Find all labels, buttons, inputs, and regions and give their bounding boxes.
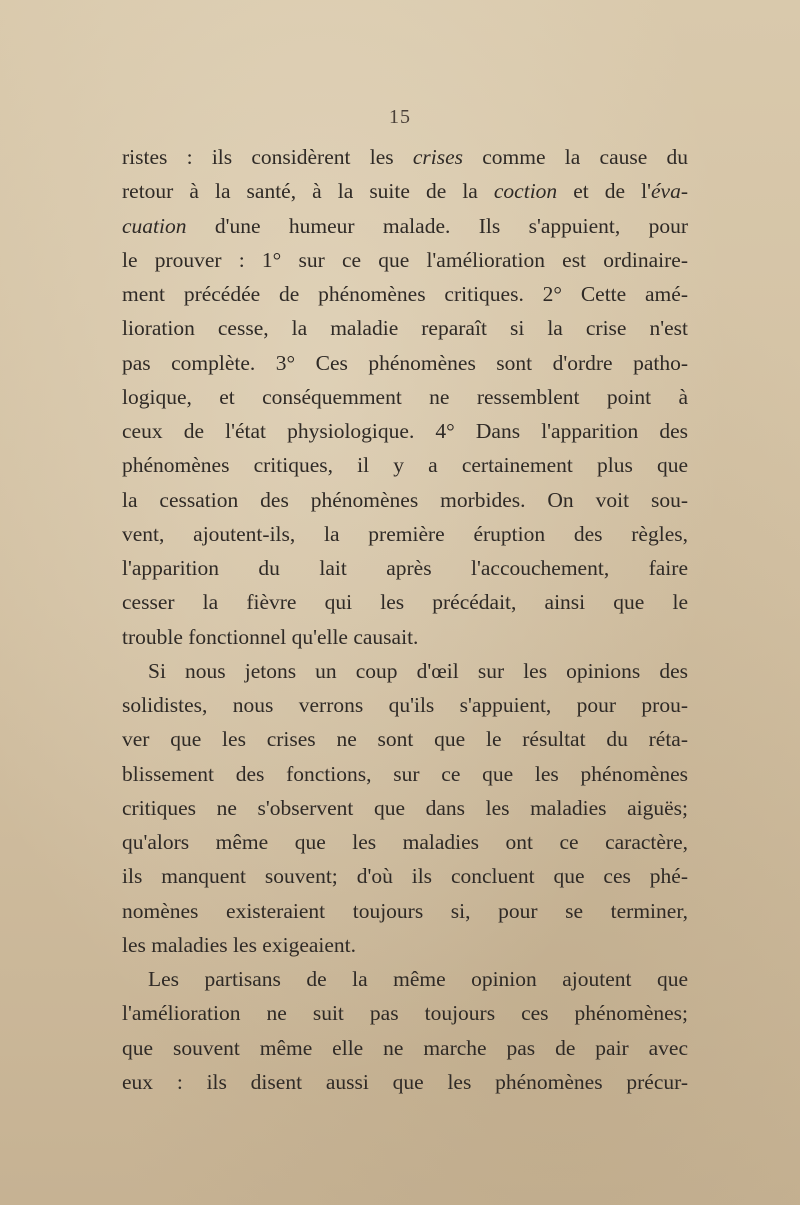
text-line bbox=[122, 654, 688, 688]
text-line bbox=[122, 620, 688, 654]
body-text bbox=[122, 140, 688, 1099]
text-segment: qu'alors même que les maladies ont ce caractère, bbox=[122, 830, 688, 854]
text-line bbox=[122, 791, 688, 825]
text-segment: l'amélioration ne suit pas toujours ces phénomènes; bbox=[122, 1001, 688, 1026]
text-line bbox=[122, 448, 688, 482]
text-segment: la cessation des phénomènes morbides. On voit sou- bbox=[122, 487, 688, 512]
text-segment: eux : ils disent aussi que les phénomènes précur- bbox=[122, 1069, 688, 1094]
italic-term: éva- bbox=[651, 179, 688, 204]
text-line bbox=[122, 551, 688, 585]
text-segment: l'apparition du lait après l'accouchement, faire bbox=[122, 556, 688, 580]
text-segment: d'une humeur malade. Ils s'appuient, pour bbox=[186, 213, 688, 238]
text-segment: ils manquent souvent; d'où ils concluent que ces phé- bbox=[122, 864, 688, 889]
text-segment: logique, et conséquemment ne ressemblent point à bbox=[122, 384, 688, 409]
text-segment: ment précédée de phénomènes critiques. 2° Cette amé- bbox=[122, 282, 688, 306]
text-segment: le prouver : 1° sur ce que l'amélioration est ordinaire- bbox=[122, 247, 688, 272]
text-segment: nomènes existeraient toujours si, pour se terminer, bbox=[122, 898, 688, 923]
text-segment: lioration cesse, la maladie reparaît si la crise n'est bbox=[122, 316, 688, 341]
text-line bbox=[122, 174, 688, 208]
text-segment: trouble fonctionnel qu'elle causait. bbox=[122, 624, 419, 649]
text-segment: cesser la fièvre qui les précédait, ainsi que le bbox=[122, 590, 688, 615]
text-line bbox=[122, 1031, 688, 1065]
text-segment: que souvent même elle ne marche pas de pair avec bbox=[122, 1035, 688, 1060]
text-line bbox=[122, 585, 688, 619]
text-segment: comme la cause du bbox=[463, 145, 689, 169]
text-line bbox=[122, 277, 688, 311]
text-line bbox=[122, 962, 688, 996]
text-segment: vent, ajoutent-ils, la première éruption des règles, bbox=[122, 521, 688, 546]
text-segment: Si nous jetons un coup d'œil sur les opinions des bbox=[148, 658, 688, 683]
text-segment: Les partisans de la même opinion ajoutent que bbox=[148, 967, 688, 991]
text-segment: blissement des fonctions, sur ce que les phénomènes bbox=[122, 761, 688, 786]
text-line bbox=[122, 825, 688, 859]
italic-term: coction bbox=[493, 179, 558, 204]
text-line bbox=[122, 140, 688, 174]
text-segment: ceux de l'état physiologique. 4° Dans l'apparition des bbox=[122, 419, 688, 443]
text-line bbox=[122, 894, 688, 928]
text-line bbox=[122, 346, 688, 380]
text-segment: phénomènes critiques, il y a certainement plus que bbox=[122, 453, 688, 478]
text-line bbox=[122, 688, 688, 722]
text-segment: solidistes, nous verrons qu'ils s'appuient, pour prou- bbox=[122, 693, 688, 717]
text-line bbox=[122, 414, 688, 448]
italic-term: cuation bbox=[122, 213, 187, 238]
text-segment: les maladies les exigeaient. bbox=[122, 932, 357, 957]
text-line bbox=[122, 928, 688, 962]
text-line bbox=[122, 859, 688, 893]
text-line bbox=[122, 996, 688, 1030]
text-line bbox=[122, 380, 688, 414]
text-segment: retour à la santé, à la suite de la bbox=[122, 179, 494, 204]
text-segment: ristes : ils considèrent les bbox=[122, 145, 413, 169]
page-number: 15 bbox=[389, 106, 411, 128]
text-line bbox=[122, 722, 688, 756]
text-segment: ver que les crises ne sont que le résultat du réta- bbox=[122, 727, 688, 752]
text-segment: pas complète. 3° Ces phénomènes sont d'ordre patho- bbox=[122, 350, 688, 375]
text-line bbox=[122, 517, 688, 551]
text-line bbox=[122, 311, 688, 345]
text-line bbox=[122, 1065, 688, 1099]
text-line bbox=[122, 757, 688, 791]
italic-term: crises bbox=[412, 145, 464, 169]
text-line bbox=[122, 209, 688, 243]
text-line bbox=[122, 243, 688, 277]
text-segment: critiques ne s'observent que dans les maladies aiguës; bbox=[122, 795, 688, 820]
text-segment: et de l' bbox=[557, 179, 651, 204]
text-line bbox=[122, 483, 688, 517]
